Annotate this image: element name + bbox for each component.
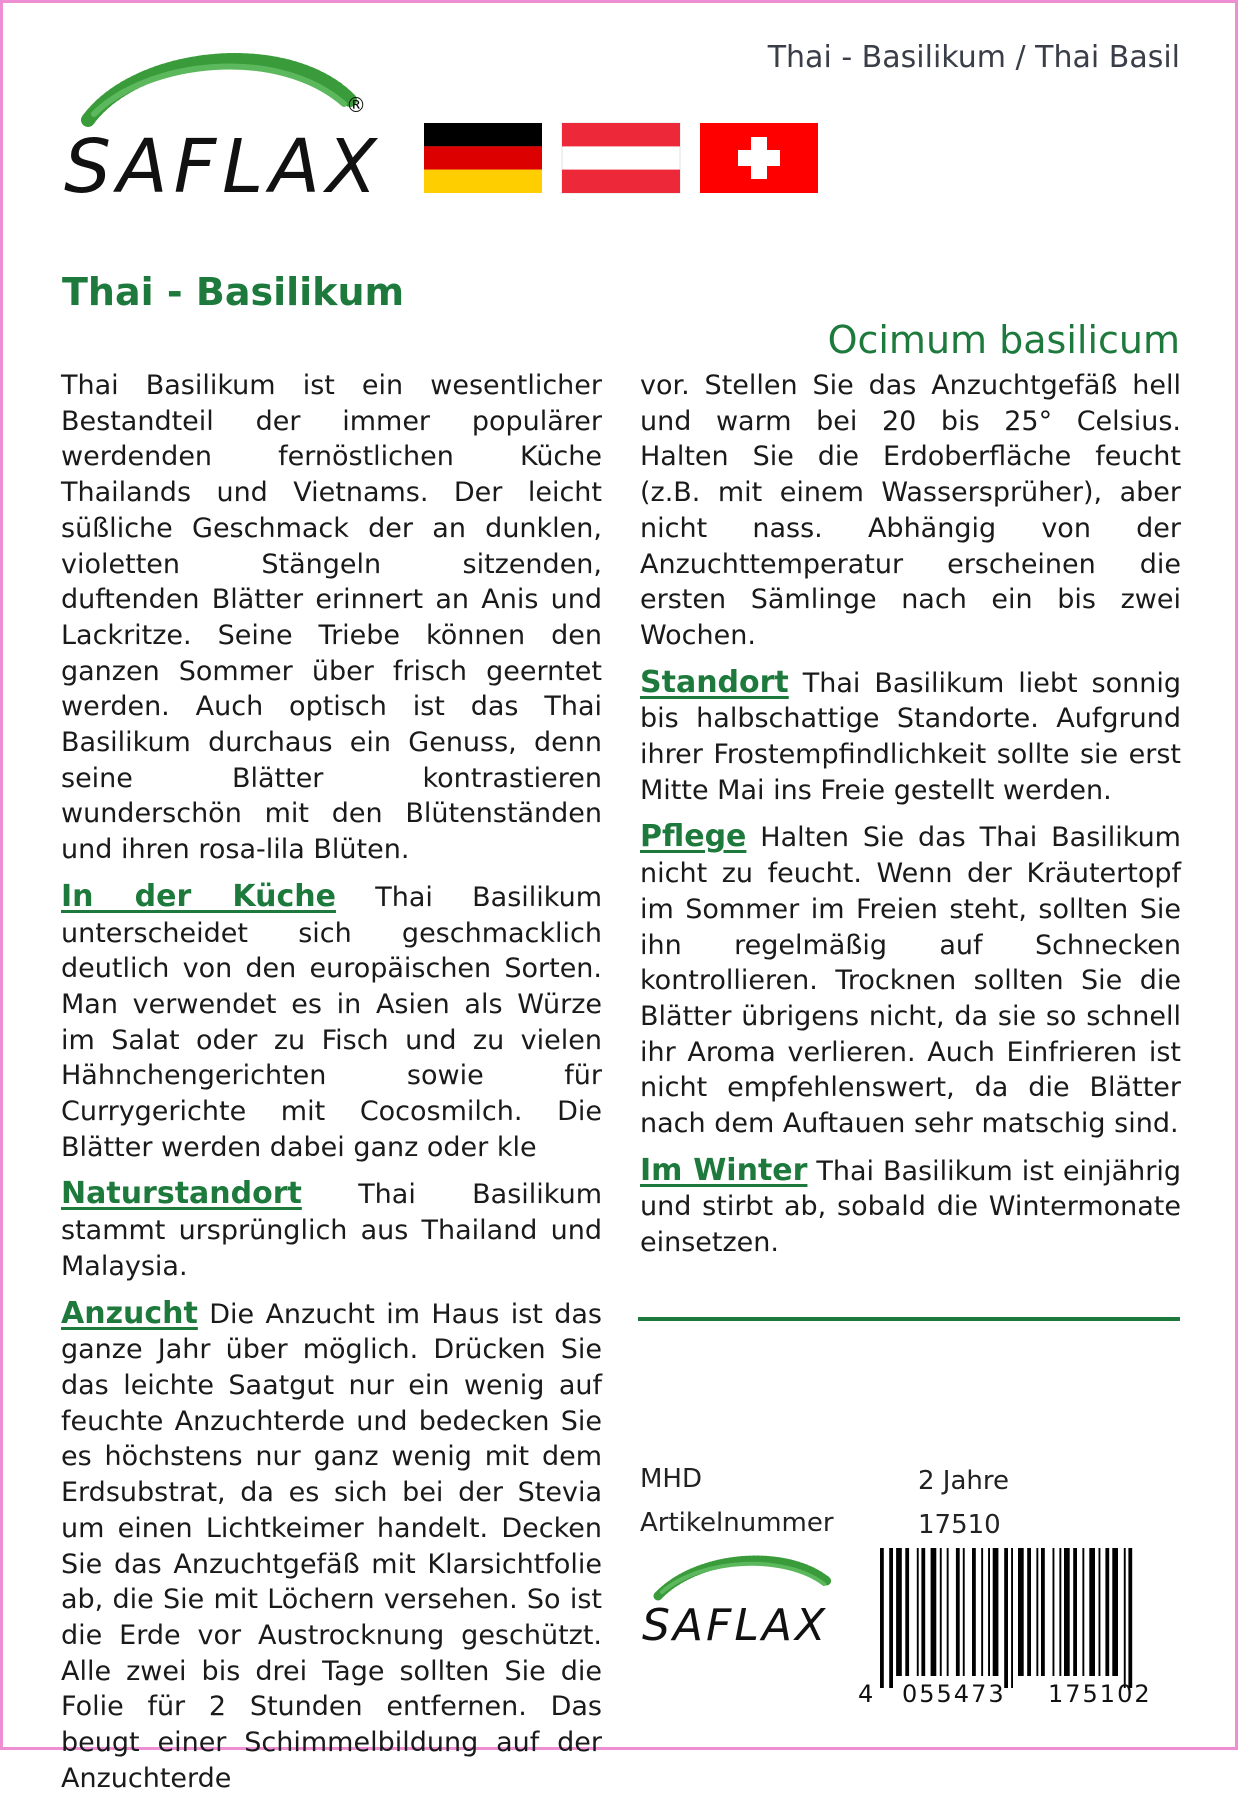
product-line-title: Thai - Basilikum / Thai Basil: [767, 40, 1180, 75]
saflax-logo-small: [638, 1548, 858, 1658]
barcode-bar: [1124, 1548, 1126, 1688]
location-heading: Standort: [640, 664, 789, 700]
barcode-bar: [1041, 1548, 1045, 1676]
barcode-first-digit: 4: [858, 1680, 874, 1708]
austria-flag: [562, 123, 680, 193]
care-heading: Pflege: [640, 819, 747, 855]
location-paragraph: [640, 665, 1181, 809]
barcode-bar: [1099, 1548, 1101, 1676]
mhd-label: MHD: [640, 1464, 703, 1494]
brand-wordmark-small: SAFLAX: [642, 1600, 829, 1651]
winter-paragraph: [640, 1153, 1181, 1261]
barcode: [858, 1548, 1180, 1708]
country-flags: [424, 123, 818, 193]
winter-text: Thai Basilikum ist einjährig und stirbt ab, sobald die Wintermonate einsetzen.: [640, 1155, 1181, 1259]
kitchen-paragraph: [61, 879, 602, 1166]
barcode-bar: [1059, 1548, 1061, 1676]
barcode-bar: [1018, 1548, 1024, 1676]
switzerland-flag: [700, 123, 818, 193]
page-title: Thai - Basilikum: [62, 270, 405, 314]
article-number-value: 17510: [918, 1510, 1001, 1540]
barcode-bar: [1089, 1548, 1095, 1676]
germany-flag: [424, 123, 542, 193]
barcode-bar: [981, 1548, 983, 1676]
barcode-bar: [947, 1548, 949, 1676]
article-number-label: Artikelnummer: [640, 1508, 834, 1538]
brand-wordmark: SAFLAX: [64, 124, 383, 210]
text-column-right: [640, 368, 1181, 1272]
barcode-bar: [963, 1548, 965, 1676]
barcode-bars: [880, 1548, 1132, 1688]
barcode-bar: [1011, 1548, 1013, 1688]
nature-text: Thai Basilikum stammt ursprünglich aus Thailand und Malaysia.: [61, 1179, 602, 1282]
winter-heading: Im Winter: [640, 1152, 808, 1188]
barcode-bar: [921, 1548, 925, 1676]
barcode-bar: [889, 1548, 893, 1688]
care-paragraph: [640, 819, 1181, 1141]
location-text: Thai Basilikum liebt sonnig bis halbschattige Standorte. Aufgrund ihrer Frostempfindlichkeit sollte sie erst Mitte Mai ins Freie gestellt werden.: [640, 667, 1181, 806]
barcode-left-digits: 055473: [902, 1680, 1006, 1708]
mhd-value: 2 Jahre: [918, 1466, 1009, 1496]
barcode-bar: [917, 1548, 919, 1676]
barcode-bar: [1073, 1548, 1077, 1676]
section-divider: [638, 1317, 1180, 1321]
saflax-logo: [58, 42, 418, 212]
barcode-bar: [1027, 1548, 1031, 1676]
barcode-bar: [1082, 1548, 1084, 1676]
barcode-bar: [988, 1548, 990, 1676]
barcode-bar: [1004, 1548, 1008, 1688]
intro-paragraph: Thai Basilikum ist ein wesentlicher Bestandteil der immer populärer werdenden fernöstlichen Küche Thailands und Vietnams. Der leicht süßliche Geschmack der an dunklen, violetten Stängeln sitzenden, duftenden Blätter erinnert an Anis und Lackritze. Seine Triebe können den ganzen Sommer über frisch geerntet werden. Auch optisch ist das Thai Basilikum durchaus ein Genuss, denn seine Blätter kontrastieren wunderschön mit den Blütenständen und ihren rosa-lila Blüten.: [61, 370, 602, 866]
barcode-right-digits: 175102: [1048, 1680, 1152, 1708]
barcode-bar: [940, 1548, 942, 1676]
nature-heading: Naturstandort: [61, 1176, 302, 1212]
barcode-bar: [956, 1548, 960, 1676]
latin-name: Ocimum basilicum: [827, 318, 1180, 362]
barcode-bar: [1064, 1548, 1070, 1676]
growing-paragraph: [61, 1296, 602, 1797]
kitchen-text: Thai Basilikum unterscheidet sich geschmacklich deutlich von den europäischen Sorten. Man verwendet es in Asien als Würze im Salat oder zu Fisch und zu vielen Hähnchengerichten sowie für Currygerichte mit Cocosmilch. Die Blätter werden dabei ganz oder kle: [61, 881, 602, 1163]
barcode-bar: [880, 1548, 884, 1688]
barcode-bar: [931, 1548, 937, 1676]
barcode-bar: [1112, 1548, 1118, 1676]
barcode-bar: [905, 1548, 909, 1676]
growing-continued: vor. Stellen Sie das Anzuchtgefäß hell und warm bei 20 bis 25° Celsius. Halten Sie die Erdoberfläche feucht (z.B. mit einem Wassersprüher), aber nicht nass. Abhängig von der Anzuchttemperatur erscheinen die ersten Sämlinge nach ein bis zwei Wochen.: [640, 370, 1181, 651]
barcode-bar: [1128, 1548, 1132, 1688]
kitchen-heading: In der Küche: [61, 878, 336, 914]
barcode-bar: [1105, 1548, 1109, 1676]
registered-mark: ®: [346, 93, 366, 117]
care-text: Halten Sie das Thai Basilikum nicht zu feucht. Wenn der Kräutertopf im Sommer im Freien steht, sollten Sie ihn regelmäßig auf Schnecken kontrollieren. Trocknen sollten Sie die Blätter übrigens nicht, da sie so schnell ihr Aroma verlieren. Auch Einfrieren ist nicht empfehlenswert, da die Blätter nach dem Auftauen sehr matschig sind.: [640, 822, 1181, 1140]
barcode-bar: [972, 1548, 976, 1676]
growing-heading: Anzucht: [61, 1295, 198, 1331]
barcode-bar: [896, 1548, 902, 1676]
barcode-bar: [1053, 1548, 1055, 1676]
nature-paragraph: [61, 1176, 602, 1284]
text-column-left: [61, 368, 602, 1807]
barcode-bar: [993, 1548, 999, 1676]
growing-text: Die Anzucht im Haus ist das ganze Jahr über möglich. Drücken Sie das leichte Saatgut nur ein wenig auf feuchte Anzuchterde und bedecken Sie es höchstens nur ganz wenig mit dem Erdsubstrat, da es sich bei der Stevia um einen Lichtkeimer handelt. Decken Sie das Anzuchtgefäß mit Klarsichtfolie ab, die Sie mit Löchern versehen. So ist die Erde vor Austrocknung geschützt. Alle zwei bis drei Tage sollten Sie die Folie für 2 Stunden entfernen. Das beugt einer Schimmelbildung auf der Anzuchterde: [61, 1298, 602, 1794]
barcode-bar: [1036, 1548, 1038, 1676]
